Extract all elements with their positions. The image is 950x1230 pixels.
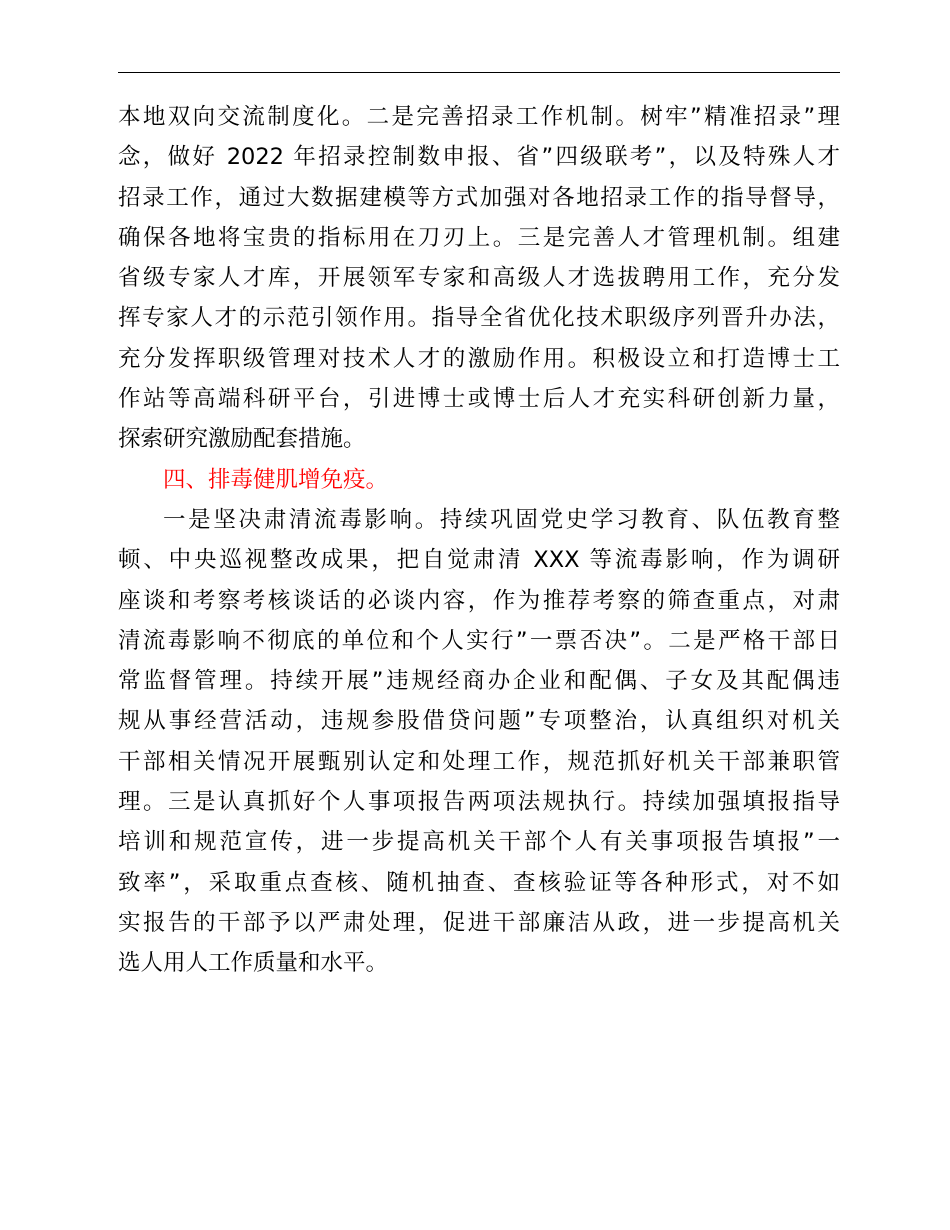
paragraph-line: 本地双向交流制度化。二是完善招录工作机制。树牢”精准招录”理 [118, 104, 840, 130]
paragraph-line: 实报告的干部予以严肃处理，促进干部廉洁从政，进一步提高机关 [118, 909, 840, 936]
section-heading: 四、排毒健肌增免疫。 [163, 466, 389, 493]
paragraph-line: 顿、中央巡视整改成果，把自觉肃清 XXX 等流毒影响，作为调研 [118, 547, 840, 574]
paragraph-line: 培训和规范宣传，进一步提高机关干部个人有关事项报告填报”一 [118, 829, 840, 856]
paragraph-line: 一是坚决肃清流毒影响。持续巩固党史学习教育、队伍教育整 [163, 506, 840, 533]
paragraph-line: 作站等高端科研平台，引进博士或博士后人才充实科研创新力量， [118, 386, 840, 413]
paragraph-line: 干部相关情况开展甄别认定和处理工作，规范抓好机关干部兼职管 [118, 748, 840, 775]
paragraph-line: 念，做好 2022 年招录控制数申报、省”四级联考”，以及特殊人才 [118, 144, 840, 171]
paragraph-line: 规从事经营活动，违规参股借贷问题”专项整治，认真组织对机关 [118, 708, 840, 735]
paragraph-line: 常监督管理。持续开展”违规经商办企业和配偶、子女及其配偶违 [118, 668, 840, 695]
paragraph-line: 清流毒影响不彻底的单位和个人实行”一票否决”。二是严格干部日 [118, 627, 840, 654]
paragraph-line: 招录工作，通过大数据建模等方式加强对各地招录工作的指导督导， [118, 184, 840, 211]
paragraph-line: 理。三是认真抓好个人事项报告两项法规执行。持续加强填报指导 [118, 789, 840, 816]
paragraph-line: 座谈和考察考核谈话的必谈内容，作为推荐考察的筛查重点，对肃 [118, 587, 840, 614]
paragraph-line: 确保各地将宝贵的指标用在刀刃上。三是完善人才管理机制。组建 [118, 224, 840, 251]
document-body [118, 97, 840, 984]
paragraph-line: 探索研究激励配套措施。 [118, 426, 366, 453]
paragraph-line: 充分发挥职级管理对技术人才的激励作用。积极设立和打造博士工 [118, 345, 840, 372]
paragraph-line: 致率”，采取重点查核、随机抽查、查核验证等各种形式，对不如 [118, 869, 840, 896]
paragraph-line: 选人用人工作质量和水平。 [118, 950, 389, 977]
paragraph-line: 挥专家人才的示范引领作用。指导全省优化技术职级序列晋升办法， [118, 305, 840, 332]
header-rule [118, 72, 840, 73]
paragraph-line: 省级专家人才库，开展领军专家和高级人才选拔聘用工作，充分发 [118, 265, 840, 292]
